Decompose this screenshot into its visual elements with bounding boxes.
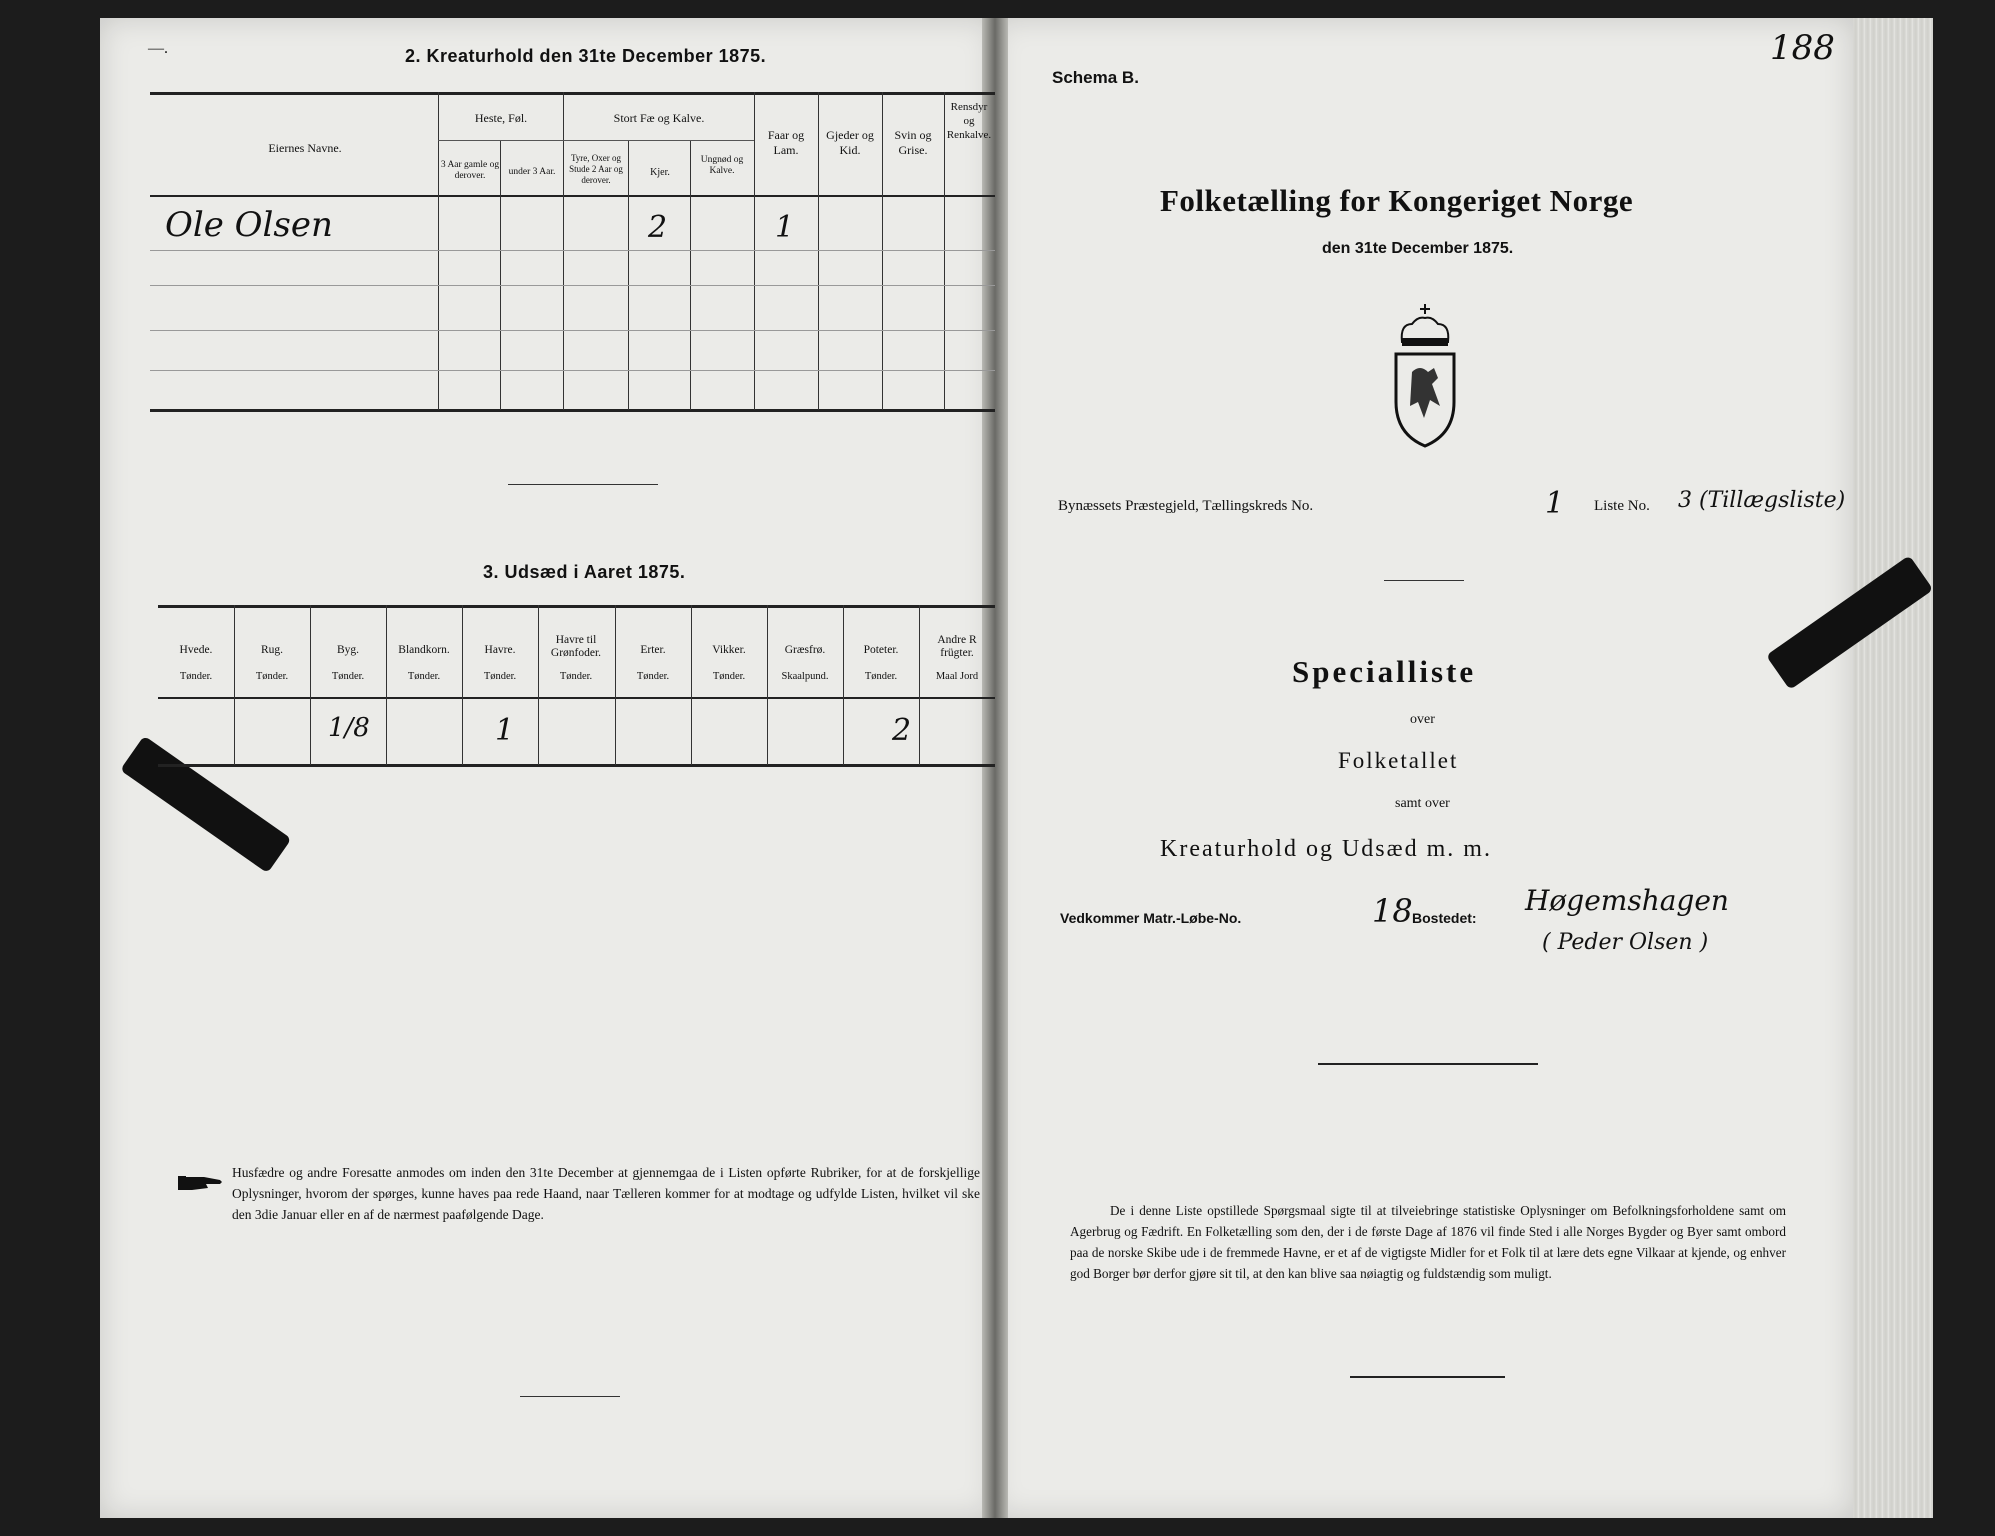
district-number: 1 bbox=[1545, 486, 1565, 521]
matr-label: Vedkommer Matr.-Løbe-No. bbox=[1060, 910, 1242, 926]
t3-col-separator bbox=[538, 605, 539, 765]
t3-col-name: Havre til Grønfoder. bbox=[550, 634, 602, 659]
pointing-hand-icon bbox=[178, 1172, 224, 1192]
bostedet-owner: ( Peder Olsen ) bbox=[1542, 930, 1709, 955]
t3-col-name: Rug. bbox=[260, 644, 284, 656]
main-title: Folketælling for Kongeriget Norge bbox=[1160, 183, 1634, 218]
t3-col-name: Byg. bbox=[336, 644, 360, 656]
t3-col-name: Havre. bbox=[484, 644, 516, 656]
owner-name: Ole Olsen bbox=[165, 205, 333, 245]
byg-value: 1/8 bbox=[328, 713, 370, 743]
t3-col-name: Andre R frügter. bbox=[937, 634, 977, 659]
t3-col-unit: Tønder. bbox=[712, 671, 746, 682]
t3-col-separator bbox=[843, 605, 844, 765]
t3-col-name: Vikker. bbox=[712, 644, 746, 656]
samt-over-text: samt over bbox=[1395, 796, 1450, 811]
t3-col-separator bbox=[386, 605, 387, 765]
t3-col-unit: Maal Jord bbox=[935, 671, 979, 682]
t3-col-separator bbox=[691, 605, 692, 765]
t3-col-separator bbox=[310, 605, 311, 765]
tyre-header: Tyre, Oxer og Stude 2 Aar og derover. bbox=[569, 153, 623, 185]
gjeder-header: Gjeder og Kid. bbox=[826, 128, 874, 157]
ungnoed-header: Ungnød og Kalve. bbox=[700, 155, 744, 176]
liste-number: 3 (Tillægsliste) bbox=[1678, 488, 1846, 513]
t2-row-line bbox=[150, 285, 995, 286]
t3-col-separator bbox=[919, 605, 920, 765]
table3-top-rule bbox=[158, 605, 995, 608]
t3-col-separator bbox=[615, 605, 616, 765]
heste-young-header: under 3 Aar. bbox=[508, 167, 556, 177]
table3-bottom-rule bbox=[158, 764, 995, 767]
t3-col-unit: Tønder. bbox=[864, 671, 898, 682]
matr-number: 18 bbox=[1372, 892, 1413, 930]
t3-col-unit: Tønder. bbox=[179, 671, 213, 682]
t3-col-unit: Skaalpund. bbox=[781, 671, 829, 682]
page-edge-strip bbox=[1853, 18, 1933, 1518]
table2-top-rule bbox=[150, 92, 995, 95]
section-divider bbox=[508, 484, 658, 485]
faar-value: 1 bbox=[775, 210, 795, 245]
t3-col-unit: Tønder. bbox=[407, 671, 441, 682]
t3-col-unit: Tønder. bbox=[636, 671, 670, 682]
bostedet-label: Bostedet: bbox=[1412, 910, 1477, 926]
norway-coat-of-arms bbox=[1390, 302, 1460, 450]
t2-row-line bbox=[150, 370, 995, 371]
liste-label: Liste No. bbox=[1594, 498, 1650, 514]
notice-text: Husfædre og andre Foresatte anmodes om inden den 31te December at gjennemgaa de i Listen opførte Rubriker, for at de forskjellige Oplysninger, hvorom der spørges, kunne haves paa rede Haand, naar Tælleren kommer for at modtage og udfylde Listen, hvilket vil ske den 3die Januar eller en af de nærmest paafølgende Dage. bbox=[232, 1165, 980, 1222]
owner-column-header: Eiernes Navne. bbox=[268, 141, 342, 155]
t3-col-unit: Tønder. bbox=[483, 671, 517, 682]
t3-col-name: Poteter. bbox=[863, 644, 899, 656]
t3-col-name: Hvede. bbox=[179, 644, 213, 656]
over-text: over bbox=[1410, 712, 1435, 727]
t2-subhead-rule bbox=[438, 140, 754, 141]
t3-col-name: Blandkorn. bbox=[398, 644, 450, 656]
kjoer-header: Kjer. bbox=[650, 167, 670, 178]
t2-row-line bbox=[150, 250, 995, 251]
t3-col-unit: Tønder. bbox=[559, 671, 593, 682]
havre-value: 1 bbox=[495, 713, 515, 748]
section3-title: 3. Udsæd i Aaret 1875. bbox=[483, 562, 686, 582]
kreatur-line: Kreaturhold og Udsæd m. m. bbox=[1160, 836, 1492, 862]
kjoer-value: 2 bbox=[648, 210, 668, 245]
bostedet-value: Høgemshagen bbox=[1525, 884, 1729, 917]
table3-header-rule bbox=[158, 697, 995, 699]
faar-header: Faar og Lam. bbox=[767, 128, 805, 157]
middle-divider bbox=[1318, 1063, 1538, 1065]
t2-sep bbox=[818, 92, 819, 410]
bottom-divider-right bbox=[1350, 1376, 1505, 1378]
book-gutter bbox=[982, 18, 1008, 1518]
table2-header-rule bbox=[150, 195, 995, 197]
heste-group-header: Heste, Føl. bbox=[474, 111, 528, 125]
bottom-divider-left bbox=[520, 1396, 620, 1397]
t2-sep bbox=[882, 92, 883, 410]
title-divider bbox=[1384, 580, 1464, 581]
t3-col-separator bbox=[767, 605, 768, 765]
district-label: Bynæssets Præstegjeld, Tællingskreds No. bbox=[1058, 498, 1314, 514]
page-number: 188 bbox=[1770, 28, 1835, 68]
t3-col-separator bbox=[234, 605, 235, 765]
schema-label: Schema B. bbox=[1052, 68, 1139, 87]
t2-row-line bbox=[150, 330, 995, 331]
rensdyr-header: Rensdyr og Renkalve. bbox=[946, 101, 992, 141]
table2-bottom-rule bbox=[150, 409, 995, 412]
section2-title: 2. Kreaturhold den 31te December 1875. bbox=[405, 46, 767, 66]
heste-old-header: 3 Aar gamle og derover. bbox=[440, 160, 500, 181]
svin-header: Svin og Grise. bbox=[894, 128, 932, 157]
top-mark: —. bbox=[148, 40, 168, 57]
info-text: De i denne Liste opstillede Spørgsmaal sigte til at tilveiebringe statistiske Oplysninger om Befolkningsforholdene samt om Agerbrug og Fædrift. En Folketælling som den, der i de første Dage af 1876 vil finde Sted i alle Norges Bygder og Byer samt ombord paa de norske Skibe ude i de fremmede Havne, er et af de vigtigste Midler for et Folk til at lære dets egne Vilkaar at kjende, og enhver god Borger bør derfor gjøre sit til, at den kan blive saa nøiagtig og fuldstændig som muligt. bbox=[1070, 1203, 1786, 1281]
special-title: Specialliste bbox=[1292, 654, 1477, 689]
date-line: den 31te December 1875. bbox=[1322, 240, 1514, 257]
t3-col-name: Erter. bbox=[640, 644, 666, 656]
stort-group-header: Stort Fæ og Kalve. bbox=[613, 111, 705, 125]
folketallet-text: Folketallet bbox=[1338, 748, 1459, 773]
poteter-value: 2 bbox=[892, 713, 912, 748]
t3-col-name: Græsfrø. bbox=[784, 644, 826, 656]
t2-sep bbox=[754, 92, 755, 410]
t3-col-unit: Tønder. bbox=[255, 671, 289, 682]
t3-col-separator bbox=[462, 605, 463, 765]
t3-col-unit: Tønder. bbox=[331, 671, 365, 682]
